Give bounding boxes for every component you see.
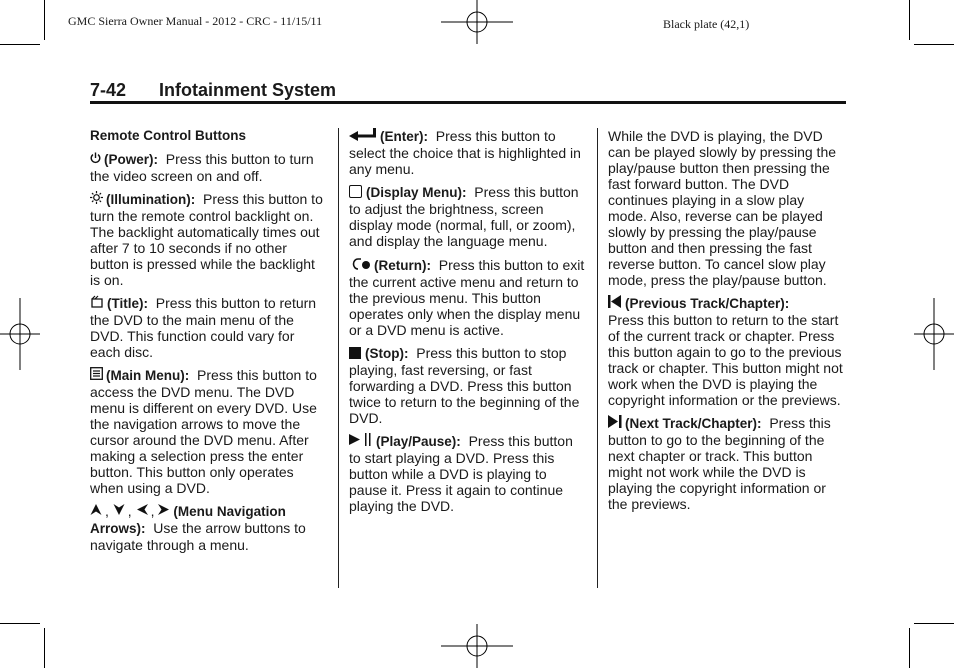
registration-mark-icon bbox=[0, 298, 40, 370]
entry-text: Press this button to exit the current active menu and return to the previous menu. This button operates only when the display menu or a DVD menu is active. bbox=[349, 257, 585, 338]
display-menu-entry bbox=[349, 184, 585, 249]
next-track-entry bbox=[608, 415, 846, 512]
print-header-left: GMC Sierra Owner Manual - 2012 - CRC - 11/15/11 bbox=[68, 14, 323, 28]
entry-text: Press this button to access the DVD menu. The DVD menu is different on every DVD. Use the navigation arrows to move the cursor around the DVD menu. After making a selection press the enter button. This button only operates when using a DVD. bbox=[90, 367, 317, 496]
entry-term: (Title): bbox=[107, 296, 148, 311]
stop-icon bbox=[349, 347, 361, 359]
main-menu-icon bbox=[90, 367, 103, 383]
entry-term: (Power): bbox=[104, 152, 158, 167]
right-arrow-icon bbox=[158, 503, 170, 519]
power-icon bbox=[90, 151, 101, 167]
crop-mark bbox=[914, 44, 954, 45]
column-3 bbox=[608, 128, 846, 519]
entry-text: Press this button to turn the video screen on and off. bbox=[90, 151, 314, 184]
next-track-icon bbox=[608, 415, 622, 431]
title-entry bbox=[90, 295, 326, 360]
entry-text: Use the arrow buttons to navigate through a menu. bbox=[90, 520, 306, 553]
enter-entry bbox=[349, 128, 585, 177]
crop-mark bbox=[44, 628, 45, 668]
play-pause-entry bbox=[349, 433, 585, 514]
entry-text: Press this button to go to the beginning of the next chapter or track. This button might not work while the DVD is playing the copyright information or the previews. bbox=[608, 415, 831, 512]
column-divider bbox=[597, 128, 598, 588]
crop-mark bbox=[0, 44, 40, 45]
crop-mark bbox=[909, 628, 910, 668]
entry-term: (Play/Pause): bbox=[376, 434, 461, 449]
entry-term: (Return): bbox=[374, 258, 431, 273]
section-title: Infotainment System bbox=[159, 80, 337, 100]
entry-text: Press this button to adjust the brightness, screen display mode (normal, full, or zoom), and display the language menu. bbox=[349, 184, 579, 249]
return-entry bbox=[349, 256, 585, 338]
column-1 bbox=[90, 128, 326, 560]
entry-text: Press this button to return to the start of the current track or chapter. Press this button again to go to the previous track or chapter. This button might not work when the DVD is playing the copyright information or the previews. bbox=[608, 312, 843, 408]
down-arrow-icon bbox=[113, 503, 125, 519]
previous-track-entry bbox=[608, 295, 846, 408]
section-number: 7-42 bbox=[90, 80, 127, 100]
previous-track-icon bbox=[608, 295, 622, 311]
column-divider bbox=[338, 128, 339, 588]
illumination-entry bbox=[90, 191, 326, 288]
slow-play-paragraph: While the DVD is playing, the DVD can be played slowly by pressing the play/pause button then pressing the fast forward button. The DVD continues playing in a slow play mode. Also, reverse can be played slowly by pressing the play/pause button and then pressing the fast reverse button. To cancel slow play mode, press the play/pause button. bbox=[608, 128, 837, 288]
registration-mark-icon bbox=[441, 624, 513, 668]
stop-entry bbox=[349, 345, 585, 426]
entry-text: Press this button to return the DVD to the main menu of the DVD. This function could vary for each disc. bbox=[90, 295, 317, 360]
illumination-icon bbox=[90, 191, 103, 207]
left-arrow-icon bbox=[136, 503, 148, 519]
registration-mark-icon bbox=[441, 0, 513, 44]
main-menu-entry bbox=[90, 367, 326, 496]
entry-text: Press this button to start playing a DVD. Press this button while a DVD is playing to pause it. Press it again to continue playing the DVD. bbox=[349, 433, 573, 514]
crop-mark bbox=[909, 0, 910, 40]
print-header-right: Black plate (42,1) bbox=[663, 17, 750, 31]
column-2 bbox=[349, 128, 585, 521]
entry-term: (Previous Track/Chapter): bbox=[625, 296, 790, 311]
entry-term: (Next Track/Chapter): bbox=[625, 416, 762, 431]
crop-mark bbox=[0, 623, 40, 624]
enter-icon bbox=[349, 128, 377, 144]
entry-text: Press this button to turn the remote control backlight on. The backlight automatically times out after 7 to 10 seconds if no other button is pressed while the backlight is on. bbox=[90, 191, 323, 288]
entry-text: Press this button to select the choice that is highlighted in any menu. bbox=[349, 128, 581, 177]
entry-term: (Illumination): bbox=[106, 192, 196, 207]
entry-text: Press this button to stop playing, fast reversing, or fast forwarding a DVD. Press this button twice to return to the beginning of the DVD. bbox=[349, 345, 580, 426]
crop-mark bbox=[44, 0, 45, 40]
title-rule bbox=[90, 101, 846, 104]
play-pause-icon bbox=[349, 433, 373, 449]
entry-term: (Main Menu): bbox=[106, 368, 190, 383]
up-arrow-icon bbox=[90, 503, 102, 519]
title-icon bbox=[90, 295, 104, 311]
entry-term: (Menu Navigation Arrows): bbox=[90, 504, 286, 536]
subheading: Remote Control Buttons bbox=[90, 128, 246, 143]
display-menu-icon bbox=[349, 185, 362, 198]
power-entry bbox=[90, 151, 326, 184]
crop-mark bbox=[914, 623, 954, 624]
return-icon bbox=[349, 256, 371, 273]
navigation-arrows-entry: , , , (Menu Navigation Arrows): Use the arrow buttons to navigate through a menu. bbox=[90, 503, 306, 553]
registration-mark-icon bbox=[914, 298, 954, 370]
entry-term: (Display Menu): bbox=[366, 185, 467, 200]
entry-term: (Enter): bbox=[380, 129, 428, 144]
entry-term: (Stop): bbox=[365, 346, 409, 361]
